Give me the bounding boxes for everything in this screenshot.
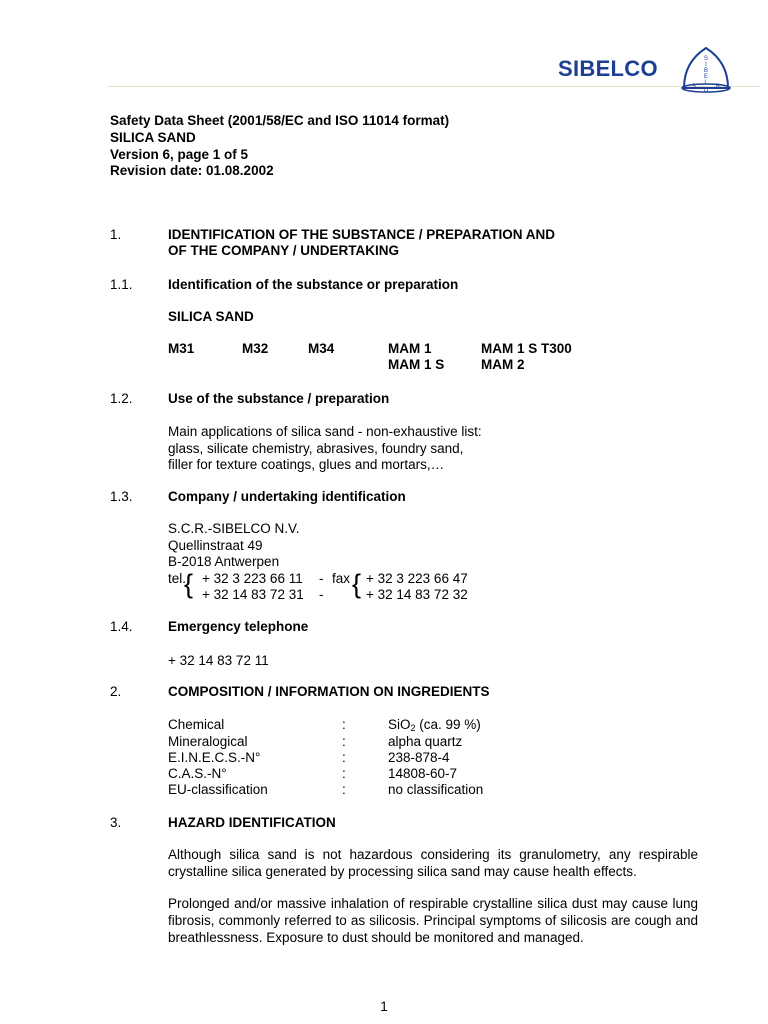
- composition-label: Chemical: [168, 717, 225, 732]
- use-line: glass, silicate chemistry, abrasives, foundry sand,: [168, 441, 464, 456]
- product-code: M31: [168, 341, 195, 356]
- sibelco-seal-logo: [678, 44, 734, 96]
- doc-version: Version 6, page 1 of 5: [110, 147, 249, 162]
- svg-text:L: L: [704, 80, 708, 86]
- separator-dash: -: [319, 571, 324, 586]
- product-code: MAM 1 S: [388, 357, 445, 372]
- composition-separator: :: [342, 717, 346, 732]
- fax-number-1: + 32 3 223 66 47: [366, 571, 468, 586]
- fax-brace: {: [352, 569, 362, 599]
- section-1-title-cont: OF THE COMPANY / UNDERTAKING: [168, 243, 400, 258]
- company-name: S.C.R.-SIBELCO N.V.: [168, 521, 300, 536]
- svg-text:S: S: [691, 84, 697, 90]
- composition-label: C.A.S.-N°: [168, 766, 227, 781]
- product-name: SILICA SAND: [168, 309, 254, 324]
- use-line: Main applications of silica sand - non-exhaustive list:: [168, 424, 482, 439]
- company-street: Quellinstraat 49: [168, 538, 263, 553]
- doc-revision-date: Revision date: 01.08.2002: [110, 163, 274, 178]
- section-2-number: 2.: [110, 684, 122, 699]
- composition-value: 14808-60-7: [388, 766, 458, 781]
- section-3-title: HAZARD IDENTIFICATION: [168, 815, 336, 830]
- composition-label: E.I.N.E.C.S.-N°: [168, 750, 261, 765]
- product-code: M32: [242, 341, 269, 356]
- section-1-3-title: Company / undertaking identification: [168, 489, 406, 504]
- tel-number-1: + 32 3 223 66 11: [202, 571, 303, 586]
- section-3-number: 3.: [110, 815, 122, 830]
- svg-text:I: I: [705, 62, 707, 68]
- company-city: B-2018 Antwerpen: [168, 554, 280, 569]
- product-code: MAM 1: [388, 341, 432, 356]
- composition-value: no classification: [388, 782, 484, 797]
- tel-label: tel.: [168, 571, 187, 586]
- svg-text:R: R: [715, 84, 721, 90]
- section-1-4-title: Emergency telephone: [168, 619, 309, 634]
- composition-value: SiO$_2$ (ca. 99 %): [388, 717, 481, 733]
- section-1-1-number: 1.1.: [110, 277, 133, 292]
- section-1-number: 1.: [110, 227, 122, 242]
- composition-separator: :: [342, 750, 346, 765]
- product-code: MAM 2: [481, 357, 525, 372]
- section-1-2-title: Use of the substance / preparation: [168, 391, 390, 406]
- svg-text:B: B: [703, 68, 709, 74]
- hazard-paragraph: Prolonged and/or massive inhalation of respirable crystalline silica dust may cause lung fibrosis, commonly referred to as silicosis. Principal symptoms of silicosis are cough and breathlessness. Exposure to dust should be monitored and managed.: [168, 896, 698, 945]
- composition-label: Mineralogical: [168, 734, 248, 749]
- product-code: M34: [308, 341, 335, 356]
- svg-text:O: O: [703, 88, 709, 94]
- hazard-paragraph: Although silica sand is not hazardous considering its granulometry, any respirable crystalline silica generated by processing silica sand may cause health effects.: [168, 847, 698, 879]
- section-1-4-number: 1.4.: [110, 619, 133, 634]
- doc-title: Safety Data Sheet (2001/58/EC and ISO 11014 format): [110, 113, 450, 128]
- use-line: filler for texture coatings, glues and mortars,…: [168, 457, 445, 472]
- svg-text:E: E: [703, 74, 709, 80]
- section-1-title: IDENTIFICATION OF THE SUBSTANCE / PREPARATION AND: [168, 227, 555, 242]
- composition-separator: :: [342, 766, 346, 781]
- page-number: 1: [380, 999, 388, 1014]
- fax-number-2: + 32 14 83 72 32: [366, 587, 468, 602]
- fax-label: fax: [332, 571, 351, 586]
- composition-separator: :: [342, 782, 346, 797]
- product-code: MAM 1 S T300: [481, 341, 572, 356]
- composition-label: EU-classification: [168, 782, 268, 797]
- composition-value: 238-878-4: [388, 750, 450, 765]
- composition-separator: :: [342, 734, 346, 749]
- header-rule: [108, 86, 760, 87]
- separator-dash: -: [319, 587, 324, 602]
- doc-product: SILICA SAND: [110, 130, 196, 145]
- brand-name: SIBELCO: [558, 56, 658, 81]
- section-2-title: COMPOSITION / INFORMATION ON INGREDIENTS: [168, 684, 490, 699]
- svg-text:S: S: [703, 56, 709, 62]
- tel-number-2: + 32 14 83 72 31: [202, 587, 304, 602]
- composition-value: alpha quartz: [388, 734, 463, 749]
- section-1-2-number: 1.2.: [110, 391, 133, 406]
- emergency-phone: + 32 14 83 72 11: [168, 653, 269, 668]
- section-1-1-title: Identification of the substance or preparation: [168, 277, 459, 292]
- tel-brace: {: [184, 569, 194, 599]
- section-1-3-number: 1.3.: [110, 489, 133, 504]
